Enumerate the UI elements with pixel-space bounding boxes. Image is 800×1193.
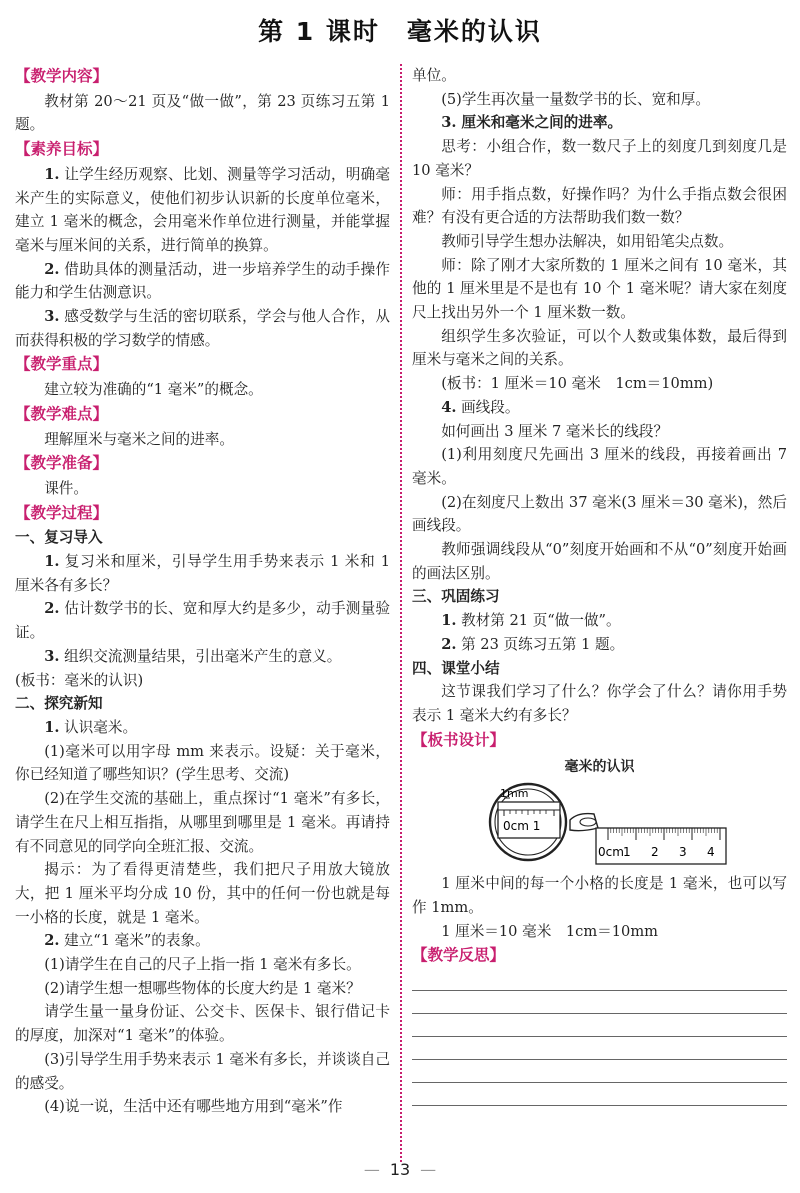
review-3-board: (板书：毫米的认识) [15, 671, 144, 689]
goal-3: 3. 感受数学与生活的密切联系，学会与他人合作，从而获得积极的学习数学的情感。 [15, 308, 390, 349]
teacher-question-2: 师：除了刚才大家所数的 1 厘米之间有 10 毫米，其他的 1 厘米里是不是也有 10 个 1 毫米呢？请大家在刻度尺上找出另外一个 1 厘米数一数。 [412, 256, 787, 322]
explore-2a: (1)请学生在自己的尺子上指一指 1 毫米有多长。 [44, 956, 361, 974]
section-board-design: 【板书设计】 [412, 730, 506, 749]
method-2: (2)在刻度尺上数出 37 毫米(3 厘米＝30 毫米)，然后画线段。 [412, 493, 787, 535]
board-note: (板书：1 厘米＝10 毫米 1cm＝10mm) [441, 375, 714, 393]
explore-1a: (1)毫米可以用字母 mm 来表示。设疑：关于毫米，你已经知道了哪些知识？(学生思考、交流) [15, 742, 390, 784]
goal-2: 2. 借助具体的测量活动，进一步培养学生的动手操作能力和学生估测意识。 [15, 260, 390, 302]
section-difficulties: 【教学难点】 [15, 404, 109, 423]
teacher-guide: 教师引导学生想办法解决，如用铅笔尖点数。 [441, 232, 734, 250]
section-key-points: 【教学重点】 [15, 355, 109, 374]
explore-2: 2. 建立“1 毫米”的表象。 [44, 932, 210, 950]
ruler-zero-label: 0cm [597, 845, 624, 860]
page-number: — 13 — [363, 1160, 437, 1179]
page-title: 第 1 课时 毫米的认识 [258, 17, 542, 46]
section-reflection: 【教学反思】 [412, 946, 506, 965]
section-goals: 【素养目标】 [15, 140, 109, 159]
section-process: 【教学过程】 [15, 503, 109, 522]
magnifier-icon [490, 784, 566, 860]
ruler-magnifier-diagram [470, 782, 730, 872]
left-column [15, 64, 390, 1119]
explore-1: 1. 认识毫米。 [44, 718, 138, 736]
key-points-text: 建立较为准确的“1 毫米”的概念。 [44, 381, 263, 399]
review-3: 3. 组织交流测量结果，引出毫米产生的意义。 [44, 647, 342, 665]
board-title: 毫米的认识 [564, 759, 635, 776]
ruler-tick-label: 2 [650, 845, 659, 860]
ruler [596, 828, 726, 864]
summary-text: 这节课我们学习了什么？你学会了什么？请你用手势表示 1 毫米大约有多长？ [412, 683, 787, 724]
teacher-question-1: 师：用手指点数，好操作吗？为什么手指点数会很困难？有没有更合适的方法帮助我们数一数？ [412, 185, 787, 227]
explore-2b: (2)请学生想一想哪些物体的长度大约是 1 毫米？ [44, 979, 361, 997]
reflection-line [412, 990, 787, 991]
reflection-line [412, 1059, 787, 1060]
emphasis-text: 教师强调线段从“0”刻度开始画和不从“0”刻度开始画的画法区别。 [412, 541, 787, 582]
mm-label: 1mm [499, 787, 528, 801]
ruler-tick-label: 3 [678, 845, 687, 860]
heading-review: 一、复习导入 [15, 529, 103, 547]
heading-summary: 四、课堂小结 [412, 659, 500, 677]
goal-1: 1. 让学生经历观察、比划、测量等学习活动，明确毫米产生的实际意义，使他们初步认识新的长度单位毫米，建立 1 毫米的概念，会用毫米作单位进行测量，并能掌握毫米与厘米间的关系，进行简单的换算。 [15, 165, 390, 254]
reflection-line [412, 1013, 787, 1014]
section-teaching-content: 【教学内容】 [15, 67, 109, 85]
reflection-line [412, 1082, 787, 1083]
explore-3: 3. 厘米和毫米之间的进率。 [441, 114, 623, 132]
content-text: 教材第 20～21 页及“做一做”，第 23 页练习五第 1 题。 [15, 92, 390, 134]
difficulties-text: 理解厘米与毫米之间的进率。 [44, 430, 234, 448]
reflection-line [412, 1105, 787, 1106]
ruler-tick-label: 1 [622, 845, 631, 860]
preparation-text: 课件。 [44, 479, 88, 497]
ruler-tick-label: 4 [706, 845, 715, 860]
practice-2: 2. 第 23 页练习五第 1 题。 [441, 635, 625, 653]
heading-explore: 二、探究新知 [15, 695, 103, 713]
explore-2c: 请学生量一量身份证、公交卡、医保卡、银行借记卡的厚度，加深对“1 毫米”的体验。 [15, 1003, 390, 1045]
zoom-label: 0cm 1 [502, 819, 540, 834]
explore-1c: 揭示：为了看得更清楚些，我们把尺子用放大镜放大，把 1 厘米平均分成 10 份，其中的任何一份也就是每一小格的长度，就是 1 毫米。 [15, 861, 390, 926]
board-text-1: 1 厘米中间的每一个小格的长度是 1 毫米，也可以写作 1mm。 [412, 875, 787, 916]
explore-1b: (2)在学生交流的基础上，重点探讨“1 毫米”有多长，请学生在尺上相互指指，从哪里到哪里是 1 毫米。再请持有不同意见的同学向全班汇报、交流。 [15, 790, 390, 855]
step-5: (5)学生再次量一量数学书的长、宽和厚。 [441, 90, 710, 108]
board-text-2: 1 厘米＝10 毫米 1cm＝10mm [441, 922, 659, 940]
draw-question: 如何画出 3 厘米 7 毫米长的线段？ [441, 422, 669, 440]
explore-2d: (3)引导学生用手势来表示 1 毫米有多长，并谈谈自己的感受。 [15, 1050, 390, 1092]
organize-text: 组织学生多次验证，可以个人数或集体数，最后得到厘米与毫米之间的关系。 [412, 327, 787, 369]
magnifier-handle-icon [570, 814, 598, 831]
section-preparation: 【教学准备】 [15, 454, 109, 473]
explore-2e: (4)说一说，生活中还有哪些地方用到“毫米”作 [44, 1098, 343, 1116]
right-column [412, 64, 787, 1106]
continued-text: 单位。 [412, 67, 456, 84]
column-divider [400, 64, 402, 1162]
review-2: 2. 估计数学书的长、宽和厚大约是多少，动手测量验证。 [15, 600, 390, 642]
review-1: 1. 复习米和厘米，引导学生用手势来表示 1 米和 1 厘米各有多长？ [15, 553, 390, 594]
practice-1: 1. 教材第 21 页“做一做”。 [441, 612, 621, 630]
explore-4: 4. 画线段。 [441, 398, 520, 416]
method-1: (1)利用刻度尺先画出 3 厘米的线段，再接着画出 7 毫米。 [412, 446, 787, 487]
heading-practice: 三、巩固练习 [412, 588, 500, 606]
think-text: 思考：小组合作，数一数尺子上的刻度几到刻度几是 10 毫米？ [412, 138, 787, 179]
reflection-line [412, 1036, 787, 1037]
